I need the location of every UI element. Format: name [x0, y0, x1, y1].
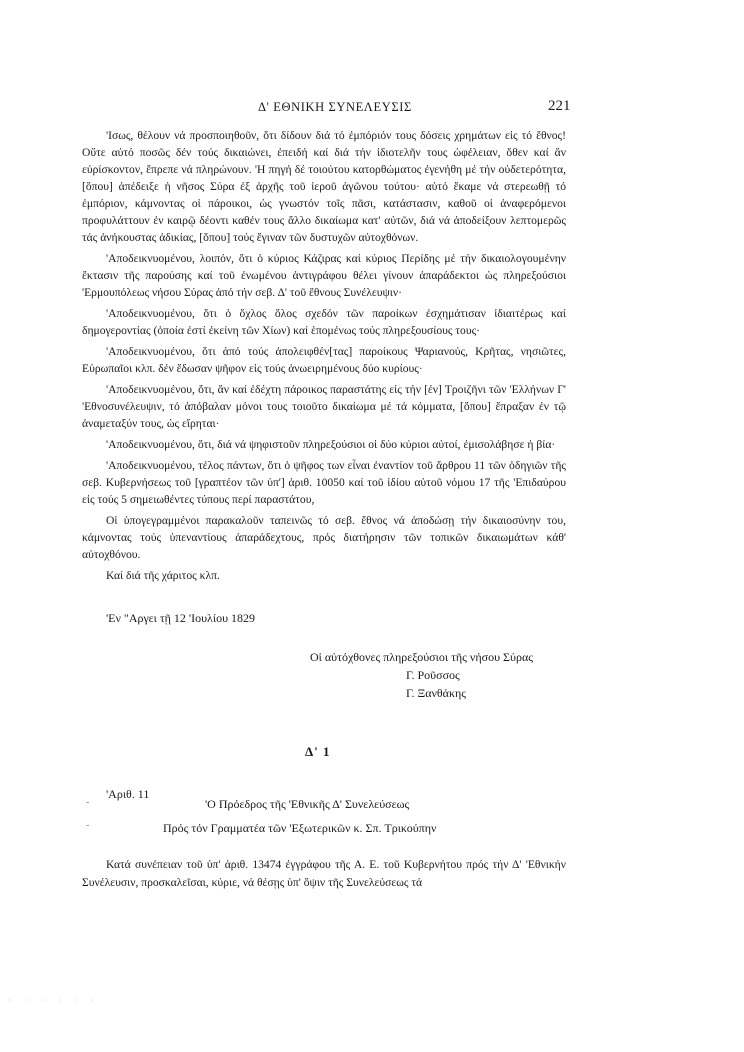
margin-mark: -: [86, 797, 90, 808]
paragraph: 'Αποδεικνυομένου, τέλος πάντων, ὅτι ὁ ψῆφος των εἶναι ἐναντίον τοῦ ἄρθρου 11 τῶν ὁδηγιῶν τῆς σεβ. Κυβερνήσεως τοῦ [γραπτέον τῶν ὑπ'] ἀριθ. 10050 καί τοῦ ἰδίου αὐτοῦ νόμου 17 τῆς 'Επιδαύρου εἰς τούς 5 σημειωθέντες τύπους περί παραστάτου,: [82, 459, 566, 506]
section-body: Κατά συνέπειαν τοῦ ὑπ' ἀριθ. 13474 ἐγγράφου τῆς Α. Ε. τοῦ Κυβερνήτου πρός τήν Δ' 'Εθνικήν Συνέλευσιν, προσκαλεῖσαι, κύριε, νά θέσῃς ὑπ' ὄψιν τῆς Συνελεύσεως τά: [82, 858, 566, 889]
recipient-line: Πρός τόν Γραμματέα τῶν 'Εξωτερικῶν κ. Σπ. Τρικούπην: [163, 821, 437, 835]
paragraph: Καί διά τῆς χάριτος κλπ.: [106, 569, 220, 582]
paragraph: 'Ισως, θέλουν νά προσποιηθοῦν, ὅτι δίδουν διά τό ἐμπόριόν τους δόσεις χρημάτων εἰς τό ἔθνος! Οὔτε αὐτό ποσῶς δέν τούς δικαιώνει, ἐπειδή καί διά τήν ἰδιοτελῆν τους ὠφέλειαν, ὅθεν καί ἄν εὐρίσκοντον, ἔπρεπε νά πληρώνουν. 'Η πηγή δέ τοιούτου κατορθώματος ἐγενήθη μέ τήν οὐδετερότητα, [ὅπου] ἀπέδειξε ἡ νῆσος Σύρα ἐξ ἀρχῆς τοῦ ἱεροῦ ἀγῶνου τούτου· αὐτό ἔκαμε νά στερεωθῇ τό ἐμπόριον, κάμνοντας οἱ πάροικοι, ὡς γνωστόν τοῖς πᾶσι, κατάστασιν, καθοῦ οἱ ἀναφερόμενοι προφυλάττουν ἐν καιρῷ δέοντι καθέν τους ἄλλο δικαίωμα κατ' αὐτῶν, διά νά ἀποδείξουν λεπτομερῶς τάς ἀνήκουστας ἀδικίας, [ὅπου] τούς ἔγιναν τῶν δυστυχῶν αὐτοχθόνων.: [82, 129, 566, 244]
running-head: Δ' ΕΘΝΙΚΗ ΣΥΝΕΛΕΥΣΙΣ: [258, 100, 412, 114]
paragraph: Οἱ ὑπογεγραμμένοι παρακαλοῦν ταπεινῶς τό σεβ. ἔθνος νά ἀποδώσῃ τήν δικαιοσύνην του, κάμνοντας τούς ὑπεναντίους ἀπαράδεχτους, πρός διατήρησιν τῶν τοπικῶν δικαιωμάτων κάθ' αὐτοχθόνου.: [82, 514, 566, 561]
margin-mark: -: [86, 820, 90, 831]
paragraph: 'Αποδεικνυομένου, ὅτι, διά νά ψηφιστοῦν πληρεξούσιοι οἱ δύο κύριοι αὐτοί, ἐμισολάβησε ἡ βία·: [106, 438, 556, 451]
document-number: 'Αριθ. 11: [106, 787, 150, 801]
paragraph: 'Αποδεικνυομένου, λοιπόν, ὅτι ὁ κύριος Κάζιρας καί κύριος Περίδης μέ τήν δικαιολογουμένην ἔκτασιν τῆς παρούσης καί τοῦ ἐνωμένου ἀντιγράφου θέλει γίνουν ἀπαράδεκτοι ὡς πληρεξούσιοι 'Ερμουπόλεως νήσου Σύρας ἀπό τήν σεβ. Δ' τοῦ ἔθνους Συνέλευψιν·: [82, 252, 566, 299]
letter-body: [82, 127, 566, 588]
dateline: 'Εν "Αργει τῇ 12 'Ιουλίου 1829: [106, 611, 256, 625]
paragraph: 'Αποδεικνυομένου, ὅτι ἀπό τούς ἀπολειφθέν[τας] παροίκους Ψαριανούς, Κρῆτας, νησιῶτες, Εὐρωπαῖοι κλπ. δέν ἔδωσαν ψῆφον εἰς τούς ἀνωειρημένους δύο κυρίους·: [82, 345, 566, 375]
section-title: Δ' 1: [305, 744, 331, 759]
sender-line: 'Ο Πρόεδρος τῆς 'Εθνικῆς Δ' Συνελεύσεως: [205, 797, 410, 811]
page-number: 221: [548, 98, 571, 114]
paragraph: 'Αποδεικνυομένου, ὅτι ὁ ὄχλος ὅλος σχεδόν τῶν παροίκων ἐσχημάτισαν ἰδιαιτέρως καί δημογεροντίας (ὁποία ἐστί ἐκείνη τῶν Χίων) καί ἑπομένως τούς πληρεξουσίους τους·: [82, 307, 566, 337]
signatory-title: Οἱ αὐτόχθονες πληρεξούσιοι τῆς νήσου Σύρας: [310, 650, 533, 664]
paragraph: 'Αποδεικνυομένου, ὅτι, ἄν καί ἐδέχτη πάροικος παραστάτης εἰς τήν [ἐν] Τροιζῆνι τῶν 'Ελλήνων Γ' 'Εθνοσυνέλευψιν, τό ἀπόβαλαν μόνοι τους τοιοῦτο δικαίωμα μέ τά κόμματα, [ὅπου] ἔπραξαν ἐν τῷ ἀναμεταξύν τους, ὡς εἴρηται·: [82, 383, 566, 430]
scan-specks: · · · · · ·: [8, 996, 100, 1005]
signatory-name: Γ. Ξανθάκης: [406, 686, 467, 700]
signatory-name: Γ. Ροῦσσος: [406, 668, 460, 682]
